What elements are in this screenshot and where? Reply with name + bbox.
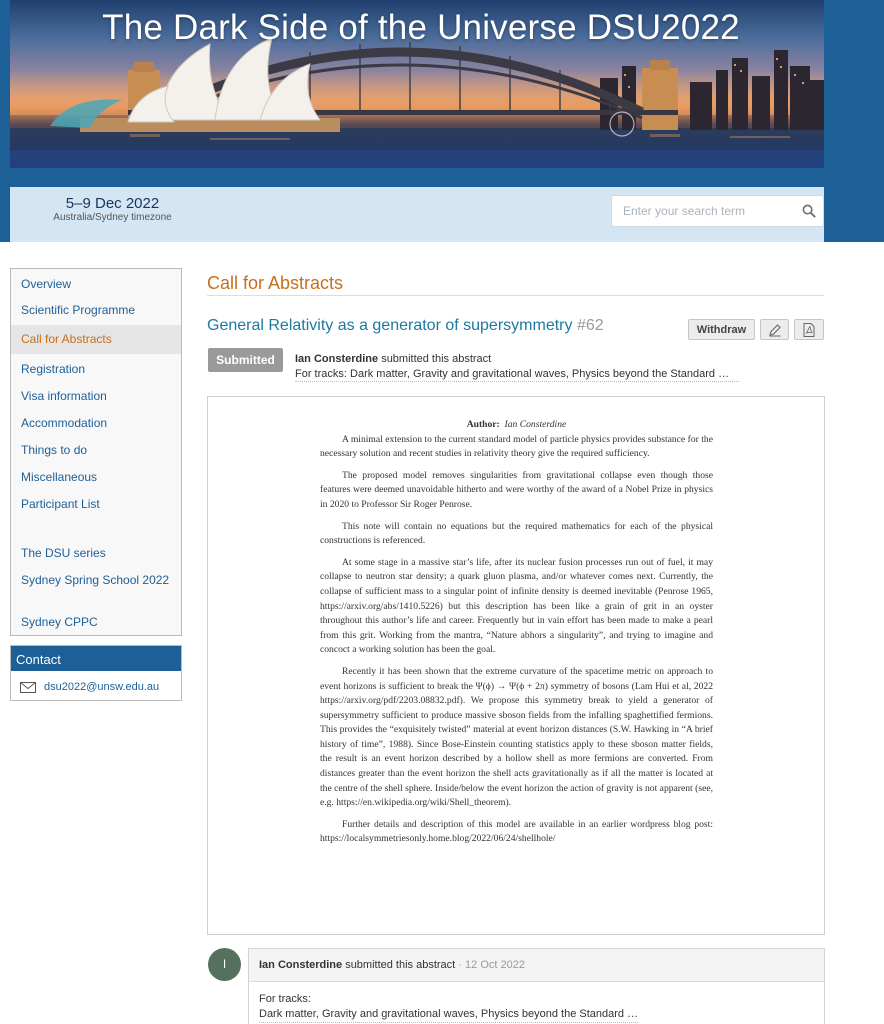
abstract-paragraph: This note will contain no equations but the required mathematics for each of the physical constructions is referenced. (320, 520, 713, 547)
title-divider (207, 295, 824, 296)
contact-title: Contact (11, 646, 181, 671)
timeline-date: · 12 Oct 2022 (458, 959, 525, 971)
pencil-icon (768, 323, 782, 337)
abstract-author (320, 418, 713, 433)
abstract-content-box (207, 396, 825, 935)
search-icon[interactable] (802, 204, 816, 218)
sidebar-item-sydney-cppc[interactable]: Sydney CPPC (21, 615, 98, 629)
sidebar-item-participant-list[interactable]: Participant List (21, 497, 100, 511)
search-input[interactable] (623, 196, 793, 226)
abstract-number: #62 (576, 317, 604, 334)
avatar: I (208, 948, 241, 981)
pdf-button[interactable] (794, 319, 824, 340)
sidebar-item-visa-information[interactable]: Visa information (21, 389, 107, 403)
timeline-tracks[interactable]: Dark matter, Gravity and gravitational waves, Physics beyond the Standard … (259, 1007, 638, 1023)
tracks-summary[interactable]: For tracks: Dark matter, Gravity and gravitational waves, Physics beyond the Standard … (295, 368, 739, 382)
sidebar-item-dsu-series[interactable]: The DSU series (21, 546, 106, 560)
sidebar-item-overview[interactable]: Overview (21, 277, 72, 291)
abstract-paragraph: Further details and description of this model are available in an earlier wordpress blog post: https://localsymmetriesonly.home.blog/2022/06/24/shellhole/ (320, 818, 713, 845)
search-box (611, 195, 824, 227)
abstract-paragraph: Recently it has been shown that the extreme curvature of the spacetime metric on approach to event horizons is sufficient to break the Ψ(ϕ) → Ψ(ϕ + 2π) symmetry of bosons (Lam Hui et al, 2022 https://arxiv.org/pdf/2203.08832.pdf). We propose this symmetry break to yield a generator of supersymmetry sufficient to produce massive sboson fields from the infalling spaghettified fermions. This provides the “exquisitely twisted” material at event horizon distances (S.W. Hawking in “A brief history of time”, 1988). Since Bose-Einstein counting statistics apply to these sboson matter fields, the result is an event horizon described by a hollow shell as more fermions are converted. From distances greater than the event horizon the shell acts gravitationally as if all the matter is located at the centre of the shell sphere. Inside/below the event horizon the action of gravity is not apparent (see, e.g. https://en.wikipedia.org/wiki/Shell_theorem). (320, 665, 713, 809)
status-badge: Submitted (208, 348, 283, 372)
sidebar-item-things-to-do[interactable]: Things to do (21, 443, 88, 457)
abstract-body (320, 418, 713, 854)
timeline-header (249, 949, 824, 982)
info-bar (10, 187, 824, 242)
sidebar-item-accommodation[interactable]: Accommodation (21, 416, 108, 430)
sidebar-item-sydney-spring-school[interactable]: Sydney Spring School 2022 (21, 573, 170, 587)
submitter-name: Ian Consterdine (295, 353, 379, 365)
author-name: Ian Consterdine (504, 419, 567, 430)
contact-panel (10, 645, 182, 701)
timeline-entry (248, 948, 825, 1024)
banner-image (10, 0, 824, 168)
contact-email[interactable]: dsu2022@unsw.edu.au (44, 681, 160, 693)
author-label: Author: (466, 419, 500, 430)
page-title: Call for Abstracts (207, 273, 344, 293)
submitted-text: submitted this abstract (381, 353, 492, 365)
submission-info (295, 353, 491, 365)
abstract-paragraph: At some stage in a massive star’s life, after its nuclear fusion processes run out of fuel, it may collapse to neutron star density; a quark gluon plasma, and/or whatever comes next. Currently, the collapse of sufficient mass to a singular point of infinite density is deemed inevitable (Penrose 1965, https://arxiv.org/abs/1410.5226) but this description has been like a grain of grit in an oyster throughout this author’s life and career. Frequently but in vain effort has been made to make a pearl from this grit. Working from the mantra, “Nature abhors a singularity”, and trying to imagine and concoct a working solution has been the goal. (320, 556, 713, 656)
conference-dates: 5–9 Dec 2022 (65, 195, 160, 212)
sidebar-item-scientific-programme[interactable]: Scientific Programme (21, 303, 136, 317)
contact-email-link[interactable] (20, 681, 159, 693)
abstract-paragraph: The proposed model removes singularities from gravitational collapse even though those features were deemed unavoidable hitherto and were worthy of the award of a Nobel Prize in physics in 2020 to Professor Sir Roger Penrose. (320, 469, 713, 510)
withdraw-button[interactable]: Withdraw (688, 319, 755, 340)
sidebar-item-call-for-abstracts[interactable]: Call for Abstracts (11, 325, 181, 354)
sidebar-item-miscellaneous[interactable]: Miscellaneous (21, 470, 98, 484)
abstract-title (207, 317, 604, 335)
timeline-action: submitted this abstract (345, 959, 456, 971)
abstract-paragraph: A minimal extension to the current standard model of particle physics provides substance for the necessary solution and recent studies in relativity theory give the required sufficiency. (320, 433, 713, 460)
pdf-icon (803, 323, 815, 337)
conference-title[interactable]: The Dark Side of the Universe DSU2022 (102, 8, 740, 47)
edit-button[interactable] (760, 319, 789, 340)
timezone-label: Australia/Sydney timezone (53, 212, 172, 223)
abstract-title-text: General Relativity as a generator of supersymmetry (207, 317, 573, 334)
envelope-icon (20, 682, 36, 693)
timeline-author: Ian Consterdine (259, 959, 343, 971)
timeline-body (249, 982, 824, 1024)
sidebar-menu (10, 268, 182, 636)
sidebar-item-registration[interactable]: Registration (21, 362, 86, 376)
timeline-tracks-label: For tracks: (259, 993, 311, 1005)
